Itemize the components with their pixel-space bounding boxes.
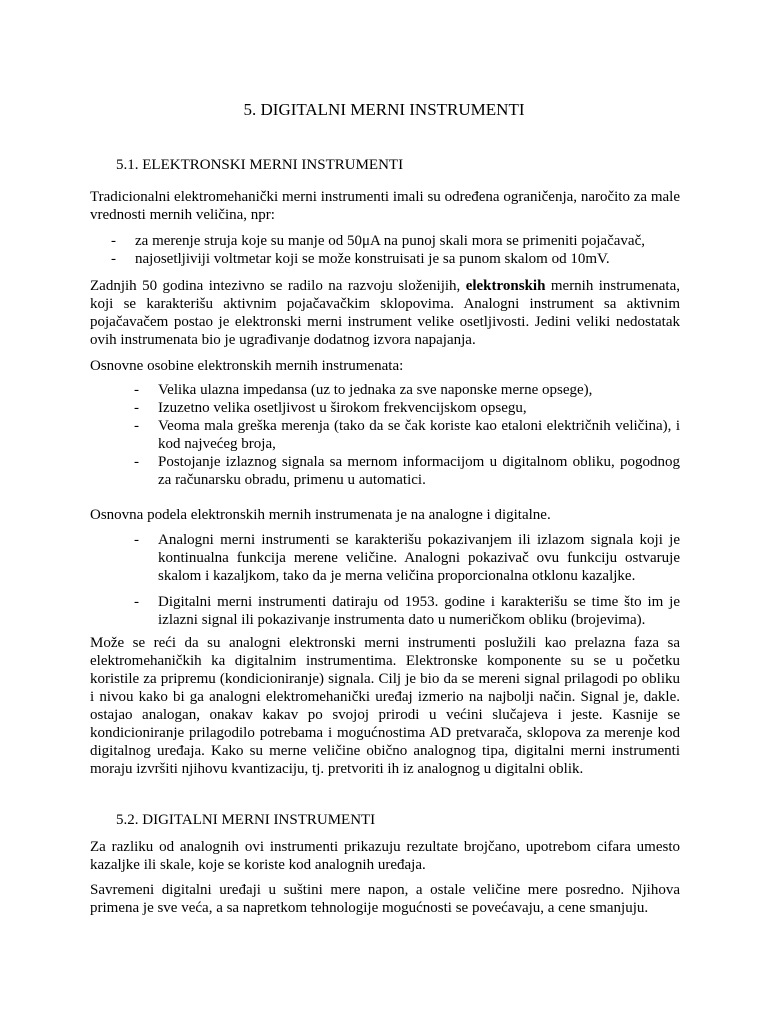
limits-list [111, 232, 680, 268]
list-item [134, 381, 680, 399]
paragraph-modern-devices: Savremeni digitalni uređaji u suštini mere napon, a ostale veličine mere posredno. Njihova primena je sve veća, a sa napretkom tehnologije mogućnosti se povećavaju, a cene smanjuju. [90, 882, 680, 916]
paragraph-digital-intro: Za razliku od analognih ovi instrumenti prikazuju rezultate brojčano, upotrebom cifara umesto kazaljke ili skale, koje se koriste kod analognih uređaja. [90, 839, 680, 873]
list-item [134, 417, 680, 453]
bullet-dash: - [134, 454, 139, 470]
bullet-dash: - [134, 532, 139, 548]
list-item-text: za merenje struja koje su manje od 50μA na punoj skali mora se primeniti pojačavač, [135, 233, 645, 249]
list-item-text: Izuzetno velika osetljivost u širokom frekvencijskom opsegu, [158, 400, 527, 416]
bullet-dash: - [111, 233, 116, 249]
list-item [134, 399, 680, 417]
paragraph-text: mernih instrumenata, koji se karakterišu aktivnim pojačavačkim sklopovima. Analogni instrument sa aktivnim pojačavačem postao je elektronski merni instrument velike osetljivosti. Jedini veliki nedostatak ovih instrumenata bio je ugrađivanje dodatnog izvora napajanja. [90, 278, 680, 348]
paragraph-intro: Tradicionalni elektromehanički merni instrumenti imali su određena ograničenja, naročito za male vrednosti mernih veličina, npr: [90, 189, 680, 223]
list-item [111, 250, 680, 268]
list-item-text: Veoma mala greška merenja (tako da se čak koriste kao etaloni električnih veličina), i kod najvećeg broja, [158, 418, 680, 452]
bullet-dash: - [134, 418, 139, 434]
paragraph-electronic-instruments [90, 277, 680, 349]
bullet-dash: - [134, 382, 139, 398]
list-item [111, 232, 680, 250]
features-list [134, 381, 680, 489]
list-item-text: najosetljiviji voltmetar koji se može konstruisati je sa punom skalom od 10mV. [135, 251, 610, 267]
division-list [134, 531, 680, 629]
list-item [134, 453, 680, 489]
section-heading-5-1: 5.1. ELEKTRONSKI MERNI INSTRUMENTI [116, 157, 404, 173]
list-item-text: Analogni merni instrumenti se karakterišu pokazivanjem ili izlazom signala koji je kontinualna funkcija merene veličine. Analogni pokazivač ovu funkciju ostvaruje skalom i kazaljkom, tako da je merna veličina proporcionalna otklonu kazaljke. [158, 532, 680, 584]
paragraph-division-intro: Osnovna podela elektronskih mernih instrumenata je na analogne i digitalne. [90, 507, 551, 523]
section-heading-5-2: 5.2. DIGITALNI MERNI INSTRUMENTI [116, 812, 376, 828]
paragraph-closing: Može se reći da su analogni elektronski merni instrumenti poslužili kao prelazna faza sa elektromehaničkih ka digitalnim instrumentima. Elektronske komponente su se u početku koristile za pripremu (kondicioniranje) signala. Cilj je bio da se mereni signal prilagodi po obliku i nivou kako bi ga analogni elektromehanički uređaj izmerio na najbolji način. Signal je, dakle. ostajao analogan, onakav kakav po svojoj prirodi u većini slučajeva i jeste. Kasnije se kondicioniranje prilagodilo potrebama i mogućnostima AD pretvarača, sklopova za merenje kod digitalnog uređaja. Kako su merne veličine obično analognog tipa, digitalni merni instrumenti moraju izvršiti njihovu kvantizaciju, tj. pretvoriti ih iz analognog u digitalni oblik. [90, 635, 680, 777]
list-item-text: Postojanje izlaznog signala sa mernom informacijom u digitalnom obliku, pogodnog za računarsku obradu, primenu u automatici. [158, 454, 680, 488]
bullet-dash: - [111, 251, 116, 267]
paragraph-text: Zadnjih 50 godina intezivno se radilo na razvoju složenijih, [90, 278, 466, 294]
chapter-title: 5. DIGITALNI MERNI INSTRUMENTI [243, 100, 525, 119]
bullet-dash: - [134, 400, 139, 416]
bullet-dash: - [134, 594, 139, 610]
emphasis-electronic: elektronskih [465, 278, 546, 294]
paragraph-features-intro: Osnovne osobine elektronskih mernih instrumenata: [90, 358, 404, 374]
list-item-text: Velika ulazna impedansa (uz to jednaka za sve naponske merne opsege), [158, 382, 593, 398]
list-item-text: Digitalni merni instrumenti datiraju od 1953. godine i karakterišu se time što im je izlazni signal ili pokazivanje instrumenta dato u numeričkom obliku (brojevima). [158, 594, 680, 628]
list-item [134, 531, 680, 585]
list-item [134, 593, 680, 629]
